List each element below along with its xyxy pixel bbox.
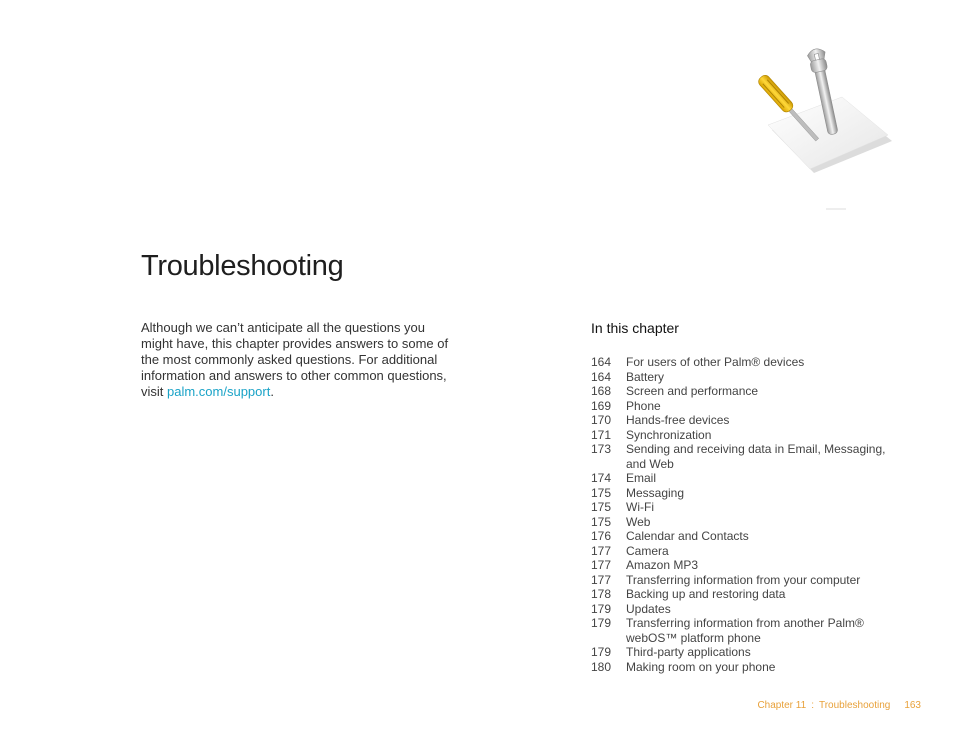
toc-title: Phone	[626, 398, 661, 413]
toc-title: Screen and performance	[626, 384, 759, 398]
toc-title: Amazon MP3	[626, 558, 699, 572]
toc-item[interactable]	[591, 471, 891, 486]
toc-item[interactable]	[591, 370, 891, 385]
toc-title: Making room on your phone	[626, 659, 776, 674]
toc-item[interactable]	[591, 486, 891, 501]
toc-page-number: 175	[591, 514, 612, 529]
toc-item[interactable]	[591, 515, 891, 530]
toc-item[interactable]	[591, 413, 891, 428]
page-title: Troubleshooting	[141, 250, 344, 282]
toc-page-number: 178	[591, 587, 612, 601]
toc-page-number: 179	[591, 645, 612, 659]
toc-title: Backing up and restoring data	[626, 587, 786, 601]
toc-page-number: 173	[591, 442, 612, 456]
toc-page-number: 169	[591, 398, 612, 413]
toc-item[interactable]	[591, 399, 891, 414]
toc-title: Synchronization	[626, 427, 712, 442]
toc-title: Email	[626, 471, 657, 485]
toc-title: Battery	[626, 369, 665, 384]
toc-page-number: 179	[591, 601, 612, 616]
toc-page-number: 171	[591, 427, 612, 442]
page-footer	[757, 700, 921, 711]
toc-title: Wi-Fi	[626, 500, 654, 514]
toc-item[interactable]	[591, 587, 891, 602]
toc-heading: In this chapter	[591, 320, 679, 336]
toc-title: Camera	[626, 543, 669, 558]
footer-chapter: Chapter 11	[757, 700, 807, 711]
toc-item[interactable]	[591, 660, 891, 675]
toc-item[interactable]	[591, 558, 891, 573]
table-of-contents	[591, 355, 891, 674]
toc-page-number: 170	[591, 413, 612, 427]
toc-title: For users of other Palm® devices	[626, 355, 805, 369]
tools-icon	[750, 45, 900, 220]
toc-title: Messaging	[626, 485, 685, 500]
toc-page-number: 164	[591, 369, 612, 384]
toc-title: Updates	[626, 601, 671, 616]
toc-item[interactable]	[591, 529, 891, 544]
toc-page-number: 168	[591, 384, 612, 398]
toc-item[interactable]	[591, 500, 891, 515]
toc-item[interactable]	[591, 616, 891, 645]
toc-item[interactable]	[591, 355, 891, 370]
support-link[interactable]: palm.com/support	[167, 384, 271, 399]
toc-title: Hands-free devices	[626, 413, 730, 427]
toc-title: Transferring information from another Palm® webOS™ platform phone	[626, 616, 864, 645]
footer-page-number: 163	[904, 700, 921, 711]
toc-title: Sending and receiving data in Email, Messaging, and Web	[626, 442, 886, 471]
toc-page-number: 179	[591, 616, 612, 630]
toc-page-number: 175	[591, 485, 612, 500]
toc-item[interactable]	[591, 573, 891, 588]
toc-title: Transferring information from your computer	[626, 572, 861, 587]
toc-title: Web	[626, 514, 651, 529]
toc-page-number: 177	[591, 558, 612, 572]
toc-page-number: 176	[591, 529, 612, 543]
toc-page-number: 180	[591, 659, 612, 674]
toc-title: Third-party applications	[626, 645, 751, 659]
toc-page-number: 175	[591, 500, 612, 514]
toc-item[interactable]	[591, 442, 891, 471]
intro-trailing: .	[270, 384, 274, 399]
toc-page-number: 164	[591, 355, 612, 369]
toc-title: Calendar and Contacts	[626, 529, 749, 543]
toc-item[interactable]	[591, 428, 891, 443]
intro-paragraph	[141, 320, 451, 400]
toc-page-number: 177	[591, 572, 612, 587]
toc-page-number: 177	[591, 543, 612, 558]
toc-item[interactable]	[591, 602, 891, 617]
footer-section: Troubleshooting	[818, 700, 891, 711]
toc-item[interactable]	[591, 645, 891, 660]
toc-item[interactable]	[591, 544, 891, 559]
toc-item[interactable]	[591, 384, 891, 399]
toc-page-number: 174	[591, 471, 612, 485]
intro-text: Although we can’t anticipate all the questions you might have, this chapter provides answers to some of the most commonly asked questions. For additional information and answers to other common questions, visit	[141, 320, 449, 399]
footer-separator: :	[811, 700, 814, 711]
